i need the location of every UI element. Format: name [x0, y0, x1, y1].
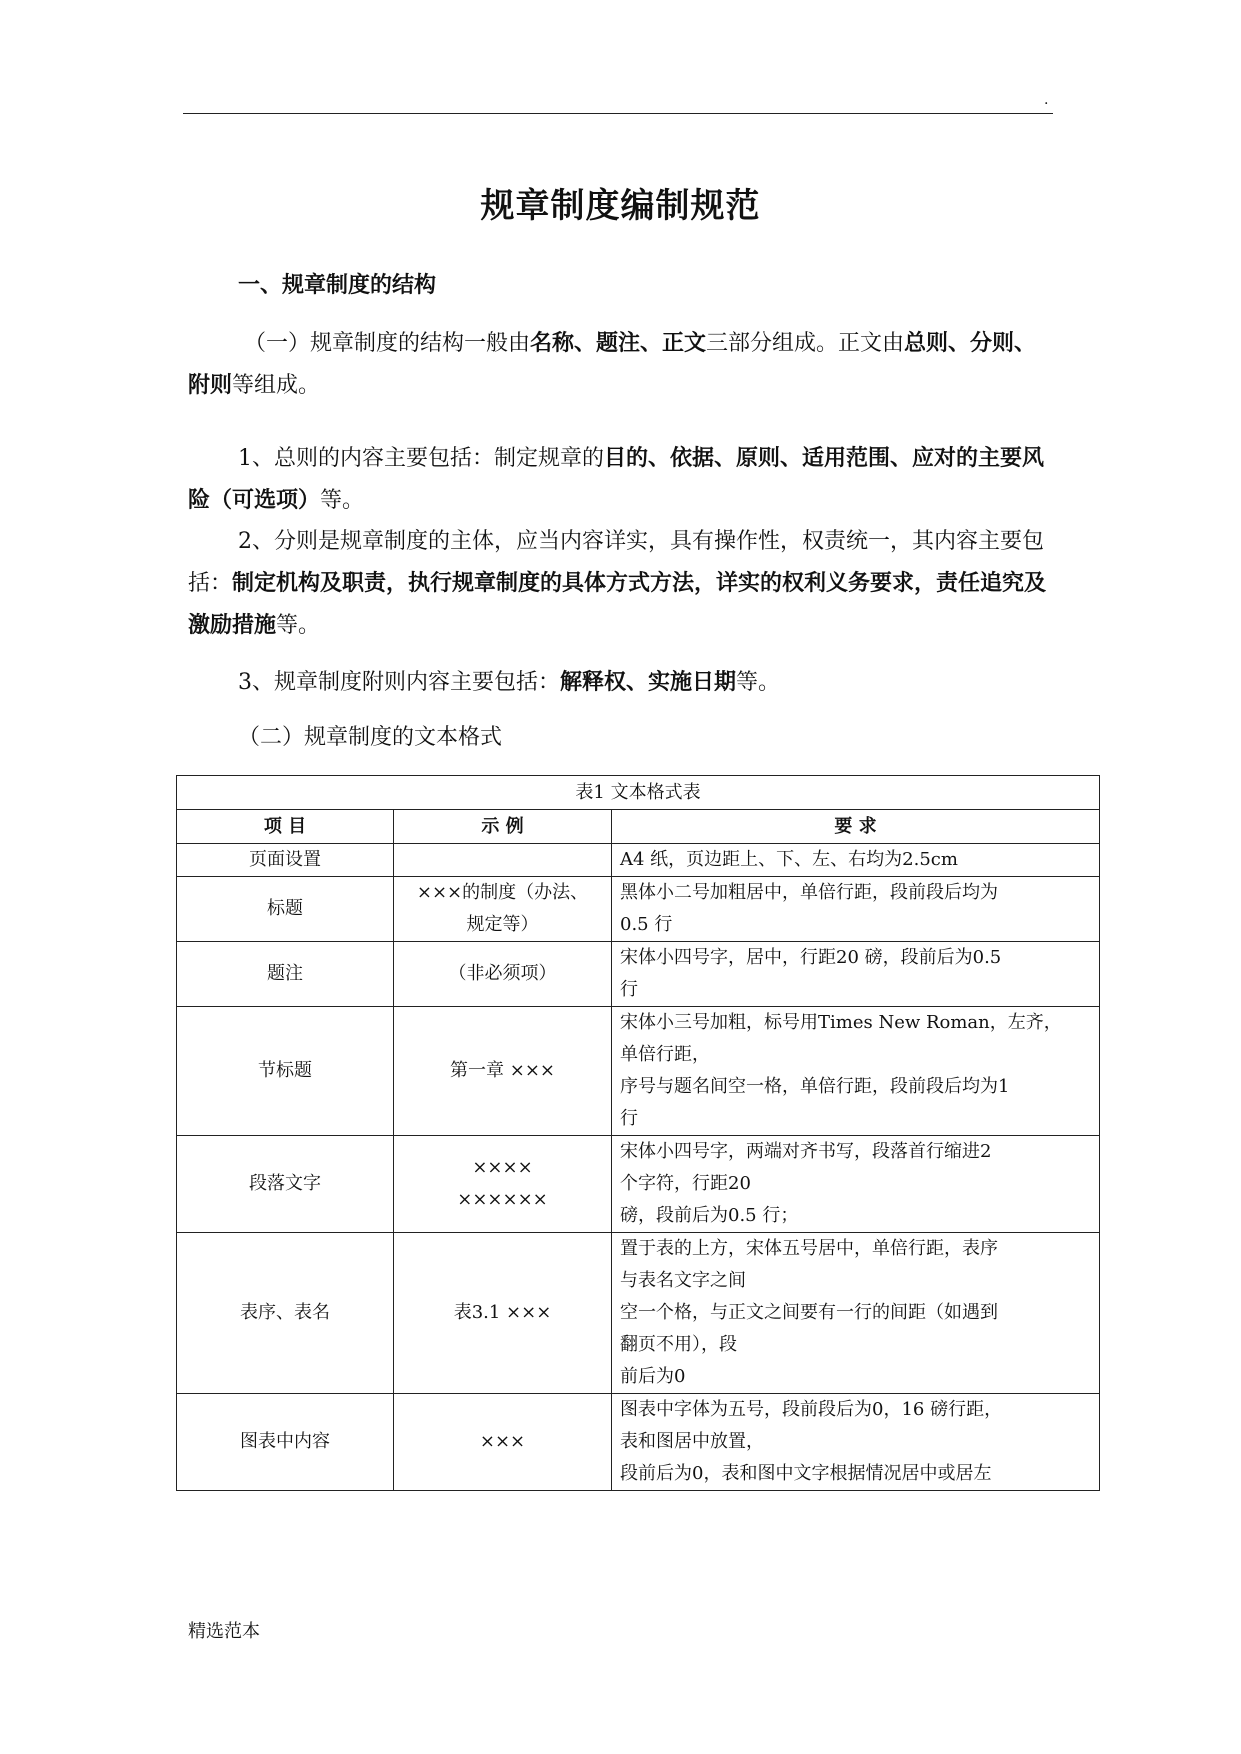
cell-requirement [612, 1136, 1100, 1233]
cell-item: 页面设置 [177, 844, 394, 877]
cell-example [394, 877, 612, 942]
table-row [177, 1007, 1100, 1136]
paragraph-supplementary-provisions: 3、规章制度附则内容主要包括：解释权、实施日期等。 [238, 670, 781, 695]
cell-item: 节标题 [177, 1007, 394, 1136]
requirement-line: 单倍行距， [620, 1044, 710, 1065]
table-row [177, 877, 1100, 942]
requirement-line: 宋体小四号字，两端对齐书写，段落首行缩进2 [620, 1141, 992, 1162]
table-row [177, 1136, 1100, 1233]
cell-example [394, 1136, 612, 1233]
column-header-requirement: 要 求 [612, 810, 1100, 844]
table-row [177, 844, 1100, 877]
requirement-line: 图表中字体为五号，段前段后为0，16 磅行距， [620, 1399, 1003, 1420]
text-format-table [176, 775, 1100, 1491]
requirement-line: 前后为0 [620, 1366, 686, 1387]
cell-example [394, 942, 612, 1007]
requirement-line: A4 纸，页边距上、下、左、右均为2.5cm [620, 849, 958, 870]
example-line: （非必须项） [448, 963, 557, 984]
cell-item: 图表中内容 [177, 1394, 394, 1491]
section-heading-structure: 一、规章制度的结构 [238, 273, 437, 298]
column-header-example: 示 例 [394, 810, 612, 844]
cell-requirement [612, 942, 1100, 1007]
cell-item: 题注 [177, 942, 394, 1007]
requirement-line: 表和图居中放置， [620, 1431, 764, 1452]
cell-item: 标题 [177, 877, 394, 942]
requirement-line: 行 [620, 979, 638, 1000]
header-mark: . [1044, 92, 1049, 108]
requirement-line: 黑体小二号加粗居中，单倍行距，段前段后均为 [620, 882, 998, 903]
paragraph-specific-provisions: 2、分则是规章制度的主体，应当内容详实，具有操作性，权责统一，其内容主要包括：制定机构及职责，执行规章制度的具体方式方法，详实的权利义务要求，责任追究及激励措施等。 [188, 529, 1047, 638]
requirement-line: 置于表的上方，宋体五号居中，单倍行距，表序 [620, 1238, 998, 1259]
cell-requirement [612, 1394, 1100, 1491]
requirement-line: 行 [620, 1108, 638, 1129]
example-line: 第一章 ××× [450, 1060, 555, 1081]
example-line: 表3.1 ××× [453, 1302, 552, 1323]
cell-item: 段落文字 [177, 1136, 394, 1233]
example-line: ×××× [472, 1157, 533, 1178]
cell-example [394, 1394, 612, 1491]
requirement-line: 宋体小四号字，居中，行距20 磅，段前后为0.5 [620, 947, 1002, 968]
cell-example [394, 1007, 612, 1136]
document-title: 规章制度编制规范 [480, 186, 761, 226]
requirement-line: 与表名文字之间 [620, 1270, 746, 1291]
cell-example [394, 844, 612, 877]
paragraph-general-provisions: 1、总则的内容主要包括：制定规章的目的、依据、原则、适用范围、应对的主要风险（可选项）等。 [188, 446, 1045, 513]
cell-requirement [612, 1233, 1100, 1394]
column-header-item: 项 目 [177, 810, 394, 844]
cell-example [394, 1233, 612, 1394]
requirement-line: 宋体小三号加粗，标号用Times New Roman，左齐， [620, 1012, 1062, 1033]
example-line: ×××××× [457, 1189, 548, 1210]
requirement-line: 翻页不用），段 [620, 1334, 737, 1355]
requirement-line: 序号与题名间空一格，单倍行距，段前段后均为1 [620, 1076, 1010, 1097]
requirement-line: 个字符，行距20 [620, 1173, 751, 1194]
requirement-line: 0.5 行 [620, 914, 673, 935]
section-heading-text-format: （二）规章制度的文本格式 [238, 725, 503, 750]
requirement-line: 空一个格，与正文之间要有一行的间距（如遇到 [620, 1302, 998, 1323]
requirement-line: 段前后为0，表和图中文字根据情况居中或居左 [620, 1463, 992, 1484]
example-line: 规定等） [466, 914, 539, 935]
cell-item: 表序、表名 [177, 1233, 394, 1394]
table-row [177, 1394, 1100, 1491]
example-line: ×××的制度（办法、 [416, 882, 589, 903]
cell-requirement [612, 877, 1100, 942]
cell-requirement [612, 844, 1100, 877]
footer-text: 精选范本 [188, 1621, 260, 1642]
table-row [177, 942, 1100, 1007]
table-caption: 表1 文本格式表 [177, 776, 1100, 810]
example-line: ××× [479, 1431, 526, 1452]
table-row [177, 1233, 1100, 1394]
requirement-line: 磅，段前后为0.5 行； [620, 1205, 799, 1226]
header-rule [183, 113, 1053, 114]
cell-requirement [612, 1007, 1100, 1136]
paragraph-structure-overview: （一）规章制度的结构一般由名称、题注、正文三部分组成。正文由总则、分则、附则等组成。 [188, 331, 1037, 398]
